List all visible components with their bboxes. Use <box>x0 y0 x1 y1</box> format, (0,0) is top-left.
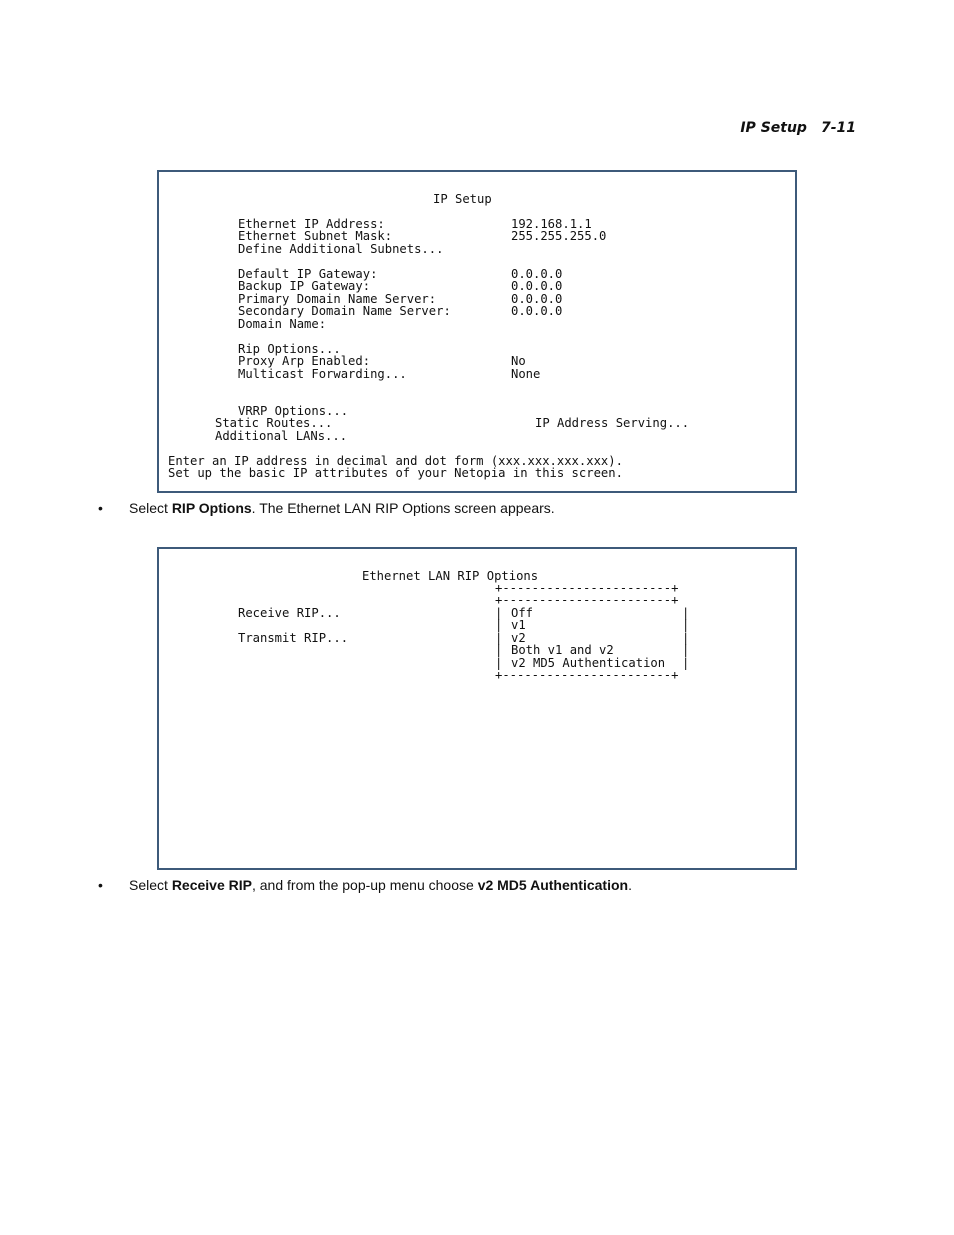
field-label-primary-dns[interactable]: Primary Domain Name Server: <box>238 292 437 306</box>
receive-rip-item[interactable]: Receive RIP... <box>238 606 341 620</box>
instruction-bold-term: v2 MD5 Authentication <box>477 877 629 893</box>
menu-side: | <box>682 631 690 645</box>
bullet-marker: • <box>98 500 103 516</box>
instruction-suffix: . <box>628 877 632 893</box>
ip-address-serving-item[interactable]: IP Address Serving... <box>535 416 690 430</box>
define-additional-subnets[interactable]: Define Additional Subnets... <box>238 242 444 256</box>
field-label-subnet-mask[interactable]: Ethernet Subnet Mask: <box>238 229 393 243</box>
menu-side: | <box>495 606 503 620</box>
instruction-prefix: Select <box>129 877 172 893</box>
field-label-default-gateway[interactable]: Default IP Gateway: <box>238 267 378 281</box>
bullet-marker: • <box>98 877 103 893</box>
field-label-ethernet-ip[interactable]: Ethernet IP Address: <box>238 217 385 231</box>
instruction-suffix: . The Ethernet LAN RIP Options screen appears. <box>251 500 555 516</box>
menu-side: | <box>495 643 503 657</box>
rip-options-item[interactable]: Rip Options... <box>238 342 341 356</box>
menu-side: | <box>682 618 690 632</box>
menu-option-off[interactable]: Off <box>511 606 534 620</box>
static-routes-item[interactable]: Static Routes... <box>215 416 333 430</box>
instruction-middle: , and from the pop-up menu choose <box>251 877 478 893</box>
field-value-subnet-mask[interactable]: 255.255.255.0 <box>511 229 607 243</box>
field-value-ethernet-ip[interactable]: 192.168.1.1 <box>511 217 592 231</box>
help-line-2: Set up the basic IP attributes of your Netopia in this screen. <box>168 466 623 480</box>
field-label-secondary-dns[interactable]: Secondary Domain Name Server: <box>238 304 451 318</box>
menu-side: | <box>495 631 503 645</box>
header-page-number: 7-11 <box>820 120 856 136</box>
instruction-text <box>129 877 632 893</box>
instruction-bold-term: RIP Options <box>171 500 252 516</box>
field-label-multicast[interactable]: Multicast Forwarding... <box>238 367 407 381</box>
ip-setup-screen <box>157 170 797 493</box>
header-section: IP Setup <box>740 120 807 136</box>
menu-option-both[interactable]: Both v1 and v2 <box>511 643 614 657</box>
menu-option-v2-md5[interactable]: v2 MD5 Authentication <box>511 656 666 670</box>
menu-side: | <box>682 606 690 620</box>
additional-lans-item[interactable]: Additional LANs... <box>215 429 348 443</box>
field-value-multicast[interactable]: None <box>511 367 541 381</box>
menu-border-top-inner: +-----------------------+ <box>495 593 679 607</box>
menu-border-bottom: +-----------------------+ <box>495 668 679 682</box>
menu-side: | <box>495 656 503 670</box>
menu-side: | <box>682 656 690 670</box>
field-value-primary-dns[interactable]: 0.0.0.0 <box>511 292 563 306</box>
menu-option-v1[interactable]: v1 <box>511 618 526 632</box>
screen-title: Ethernet LAN RIP Options <box>362 569 539 583</box>
menu-option-v2[interactable]: v2 <box>511 631 526 645</box>
field-value-default-gateway[interactable]: 0.0.0.0 <box>511 267 563 281</box>
screen-title: IP Setup <box>433 192 492 206</box>
instruction-text <box>129 500 555 516</box>
field-value-proxy-arp[interactable]: No <box>511 354 526 368</box>
rip-options-screen <box>157 547 797 870</box>
menu-border-top: +-----------------------+ <box>495 581 679 595</box>
field-label-backup-gateway[interactable]: Backup IP Gateway: <box>238 279 371 293</box>
help-line-1: Enter an IP address in decimal and dot form (xxx.xxx.xxx.xxx). <box>168 454 623 468</box>
menu-side: | <box>682 643 690 657</box>
instruction-bold-term: Receive RIP <box>171 877 252 893</box>
transmit-rip-item[interactable]: Transmit RIP... <box>238 631 349 645</box>
menu-side: | <box>495 618 503 632</box>
page-header <box>740 120 856 136</box>
field-label-domain-name[interactable]: Domain Name: <box>238 317 327 331</box>
field-label-proxy-arp[interactable]: Proxy Arp Enabled: <box>238 354 371 368</box>
field-value-secondary-dns[interactable]: 0.0.0.0 <box>511 304 563 318</box>
vrrp-options-item[interactable]: VRRP Options... <box>238 404 349 418</box>
instruction-prefix: Select <box>129 500 172 516</box>
field-value-backup-gateway[interactable]: 0.0.0.0 <box>511 279 563 293</box>
